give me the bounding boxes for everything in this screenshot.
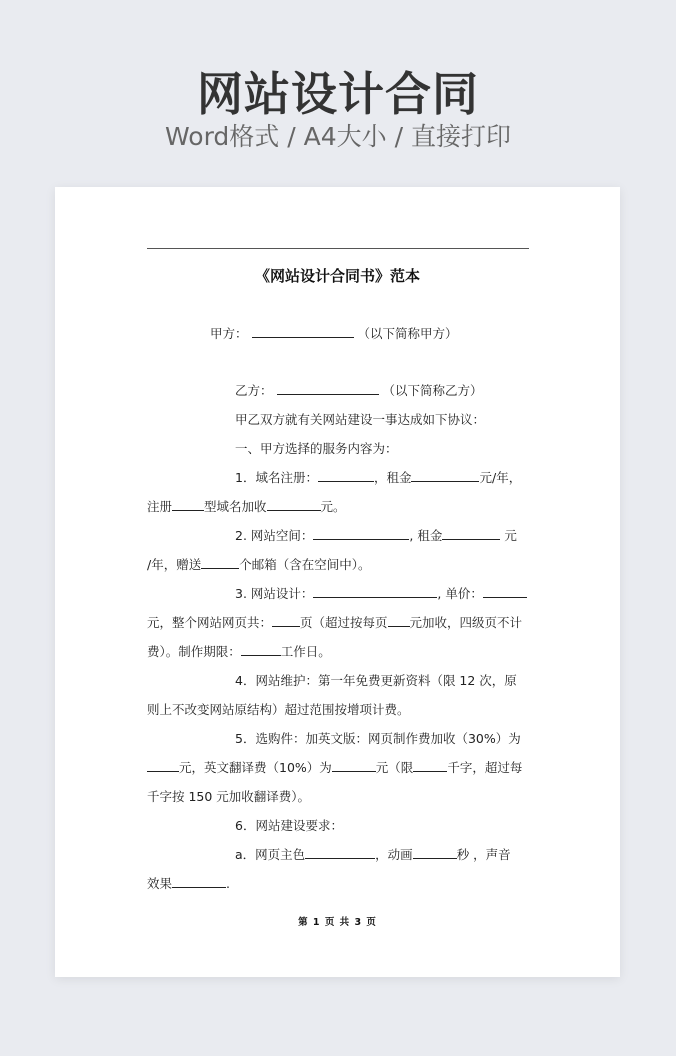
item2-mailbox-text: 个邮箱（含在空间中）。 (239, 557, 371, 572)
item2-label: 2. 网站空间： (235, 528, 314, 543)
item1-rent-label: ，租金 (373, 470, 412, 485)
party-a-label: 甲方： (210, 326, 248, 341)
item1-register-label: 注册 (147, 499, 173, 514)
header-rule (147, 248, 529, 249)
page-footer: 第 1 页 共 3 页 (298, 917, 377, 928)
item3-deadline-unit: 工作日。 (280, 644, 331, 659)
item5-translation-blank[interactable] (332, 759, 376, 772)
item5-limit-label: 元（限 (375, 760, 414, 775)
item4-line1: 4．网站维护：第一年免费更新资料（限 12 次，原 (235, 673, 517, 688)
item5-line2 (147, 759, 522, 777)
item6-line1 (235, 846, 511, 864)
item2-space-blank[interactable] (313, 527, 409, 540)
item2-line2 (147, 556, 370, 574)
item6-color-label: a．网页主色 (235, 847, 306, 862)
item1-line1 (235, 469, 521, 487)
party-b-label: 乙方： (235, 383, 273, 398)
item6-effect-label: 效果 (147, 876, 173, 891)
item3-perpage-label: 页（超过按每页 (300, 615, 388, 630)
item3-perpage-blank[interactable] (388, 614, 410, 627)
item6-effect-end: . (226, 876, 230, 891)
item6-sound-label: 秒 ，声音 (456, 847, 511, 862)
document-title: 《网站设计合同书》范本 (254, 267, 420, 285)
item1-rent-blank[interactable] (411, 469, 479, 482)
item3-price-label: , 单价： (437, 586, 483, 601)
item4-line2: 则上不改变网站原结构）超过范围按增项计费。 (147, 702, 410, 717)
item3-label: 3. 网站设计： (235, 586, 314, 601)
item3-pages-blank[interactable] (272, 614, 300, 627)
section1-heading: 一、甲方选择的服务内容为： (235, 441, 398, 456)
item6-heading: 6．网站建设要求： (235, 818, 343, 833)
item2-line1 (235, 527, 517, 545)
party-a-blank[interactable] (252, 325, 354, 338)
party-a-line (210, 325, 458, 343)
party-b-line (235, 382, 483, 400)
item6-line2 (147, 875, 230, 893)
item1-rent-unit: 元/年， (479, 470, 522, 485)
item2-rent-label: , 租金 (409, 528, 443, 543)
item3-design-blank[interactable] (313, 585, 437, 598)
party-b-blank[interactable] (277, 382, 379, 395)
item5-limit-unit: 千字，超过每 (447, 760, 523, 775)
hero-title: 网站设计合同 (197, 67, 479, 121)
item2-rent-unit: 元 (504, 528, 517, 543)
item1-domain-blank[interactable] (318, 469, 374, 482)
party-b-suffix: （以下简称乙方） (382, 383, 483, 398)
item6-effect-blank[interactable] (172, 875, 226, 888)
item1-surcharge-unit: 元。 (320, 499, 346, 514)
item3-deadline-blank[interactable] (241, 643, 281, 656)
item1-surcharge-label: 型域名加收 (204, 499, 267, 514)
document-page (55, 187, 620, 977)
hero-subtitle: Word格式 / A4大小 / 直接打印 (165, 122, 511, 151)
item5-english-blank[interactable] (147, 759, 179, 772)
item3-pages-label: 元，整个网站网页共： (147, 615, 273, 630)
item6-animation-label: ，动画 (375, 847, 413, 862)
item3-perpage-unit: 元加收，四级页不计 (409, 615, 523, 630)
item3-price-blank[interactable] (483, 585, 527, 598)
item3-deadline-label: 费）。制作期限： (147, 644, 241, 659)
item2-gift-label: /年，赠送 (147, 557, 202, 572)
item1-label: 1．域名注册： (235, 470, 318, 485)
item5-line3: 千字按 150 元加收翻译费）。 (147, 789, 311, 804)
item6-animation-blank[interactable] (413, 846, 457, 859)
item1-line2 (147, 498, 346, 516)
item3-line3 (147, 643, 331, 661)
item3-line2 (147, 614, 522, 632)
intro-text: 甲乙双方就有关网站建设一事达成如下协议： (235, 412, 486, 427)
party-a-suffix: （以下简称甲方） (357, 326, 458, 341)
item5-translation-label: 元，英文翻译费（10%）为 (179, 760, 332, 775)
item5-limit-blank[interactable] (413, 759, 447, 772)
item1-surcharge-blank[interactable] (267, 498, 321, 511)
item2-rent-blank[interactable] (442, 527, 500, 540)
item3-line1 (235, 585, 527, 603)
item6-color-blank[interactable] (305, 846, 375, 859)
item1-type-blank[interactable] (172, 498, 204, 511)
item5-line1: 5．选购件：加英文版：网页制作费加收（30%）为 (235, 731, 521, 746)
item2-mailbox-blank[interactable] (201, 556, 239, 569)
